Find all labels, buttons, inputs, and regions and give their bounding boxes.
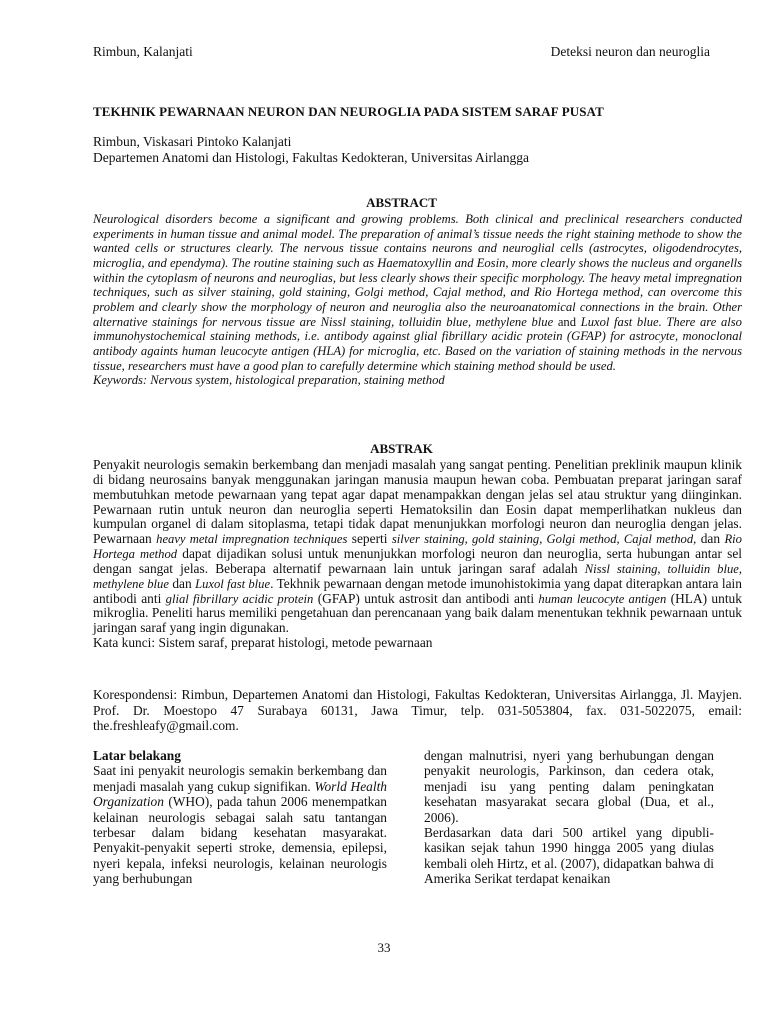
author-block [93, 134, 710, 166]
abstrak-text: Penyakit neurologis semakin berkembang dan menjadi masalah yang sangat penting. Penelitian preklinik maupun klinik di bidang neurosains banyak menggunakan jaringan manusia maupun hewan coba. Pembuatan preparat jaringan saraf membutuhkan metode pewarnaan yang tepat agar dapat menampakkan dengan jelas sel atau struktur yang diinginkan. Pewarnaan rutin untuk neuron dan neuroglia seperti Hematoksilin dan Eosin dapat memperlihatkan nukleus dan kumpulan organel di dalam sitoplasma, tetapi tidak dapat menunjukkan morfologi neuron dan neuroglia dengan jelas. Pewarnaan [93, 457, 742, 547]
body-column-left [93, 748, 387, 887]
author-affiliation: Departemen Anatomi dan Histologi, Fakultas Kedokteran, Universitas Airlangga [93, 150, 530, 165]
running-header [93, 44, 710, 60]
abstrak-text: (GFAP) untuk astrosit dan antibodi anti [317, 590, 535, 606]
section-heading-background: Latar belakang [93, 748, 181, 763]
abstrak-text: (HLA) untuk mikroglia. Peneliti harus memiliki pengetahuan dan perencanaan yang baik dalam menentukan tekhnik pewarnaan untuk jaringan saraf yang ingin digunakan. [93, 590, 742, 636]
abstrak-term: silver staining, gold staining, Golgi method, Cajal method, [391, 532, 697, 547]
body-paragraph [93, 763, 387, 886]
abstrak-term: human leucocyte antigen [538, 591, 667, 606]
abstrak-text: . Tekhnik pewarnaan dengan metode imunohistokimia yang dapat diterapkan antara lain antibodi anti [93, 575, 742, 606]
abstrak-text: dan [700, 531, 721, 547]
abstrak-term: heavy metal impregnation techniques [156, 532, 348, 547]
abstrak-term: Luxol fast blue [195, 576, 271, 591]
running-header-authors: Rimbun, Kalanjati [93, 44, 193, 59]
page-number: 33 [377, 940, 391, 955]
body-term: World Health Organization [93, 778, 387, 810]
abstrak-keywords: Kata kunci: Sistem saraf, preparat histologi, metode pewarnaan [93, 635, 433, 651]
abstrak-term: Rio Hortega method [93, 532, 742, 562]
body-paragraph: dengan malnutrisi, nyeri yang berhubungan dengan penyakit neurologis, Parkinson, dan cedera otak, menjadi isu yang penting dalam peningkatan kesehatan masyarakat secara global (Dua, et al., 2006). [424, 748, 714, 825]
correspondence-note: Korespondensi: Rimbun, Departemen Anatomi dan Histologi, Fakultas Kedokteran, Universitas Airlangga, Jl. Mayjen. Prof. Dr. Moestopo 47 Surabaya 60131, Jawa Timur, telp. 031-5053804, fax. 031-5022075, email: the.freshleafy@gmail.com. [93, 687, 742, 733]
body-paragraph: Berdasarkan data dari 500 artikel yang dipubli-kasikan sejak tahun 1990 hingga 2005 yang diulas kembali oleh Hirtz, et al. (2007), didapatkan bahwa di Amerika Serikat terdapat kenaikan [424, 825, 714, 887]
running-header-short-title: Deteksi neuron dan neuroglia [550, 44, 710, 59]
body-text: Saat ini penyakit neurologis semakin berkembang dan menjadi masalah yang cukup signifikan. [93, 763, 387, 794]
abstract-text-2: Luxol fast blue. There are also immunohystochemical staining methods, i.e. antibody against glial fibrillary acidic protein (GFAP) for astrocyte, monoclonal antibody againts human leucocyte antigen (HLA) for microglia, etc. Based on the variation of staining methods in the nervous tissue, researchers must have a good plan to carefully determine which staining method should be used. [93, 314, 742, 373]
abstrak-term: Nissl staining, tolluidin blue, methylene blue [93, 561, 742, 591]
abstrak-text: dan [172, 575, 192, 591]
abstract-heading: ABSTRACT [366, 195, 437, 210]
author-names: Rimbun, Viskasari Pintoko Kalanjati [93, 134, 292, 149]
abstrak-indonesian [93, 458, 742, 651]
abstrak-text: dapat dijadikan solusi untuk menunjukkan morfologi neuron dan neuroglia, serta hubungan antar sel dengan sangat jelas. Beberapa alternatif pewarnaan lain untuk jaringan saraf adalah [93, 546, 742, 576]
body-column-right [424, 748, 714, 887]
abstract-and: and [557, 314, 577, 329]
abstract-text-1: Neurological disorders become a significant and growing problems. Both clinical and preclinical researchers conducted experiments in human tissue and animal model. The preparation of animal’s tissue needs the right staining methode to show the wanted cells or structures clearly. The nervous tissue contains neurons and neuroglial cells (astrocytes, oligodendrocytes, microglia, and ependyma). The routine staining such as Haematoxyllin and Eosin, more clearly shows the nucleus and organells within the cytoplasm of neurons and neuroglias, but less clearly shows their specific morphology. The heavy metal impregnation techniques, such as silver staining, gold staining, Golgi method, Cajal method, and Rio Hortega method, can overcome this problem and clearly show the morphology of neuron and neuroglia also the neuroanatomical connections in the brain. Other alternative stainings for nervous tissue are Nissl staining, tolluidin blue, methylene blue [93, 212, 742, 329]
abstrak-term: glial fibrillary acidic protein [165, 591, 314, 606]
article-title: TEKHNIK PEWARNAAN NEURON DAN NEUROGLIA PADA SISTEM SARAF PUSAT [93, 104, 604, 119]
abstract-keywords: Keywords: Nervous system, histological preparation, staining method [93, 373, 445, 388]
body-text: (WHO), pada tahun 2006 menempatkan kelainan neurologis sebagai salah satu tantangan terbesar dalam bidang kesehatan masyarakat. Penyakit-penyakit seperti stroke, demensia, epilepsi, nyeri kepala, infeksi neurologis, kelainan neurologis yang berhubungan [93, 794, 387, 887]
abstrak-heading: ABSTRAK [370, 441, 433, 456]
abstract-english [93, 212, 742, 388]
abstrak-text: seperti [351, 531, 388, 547]
